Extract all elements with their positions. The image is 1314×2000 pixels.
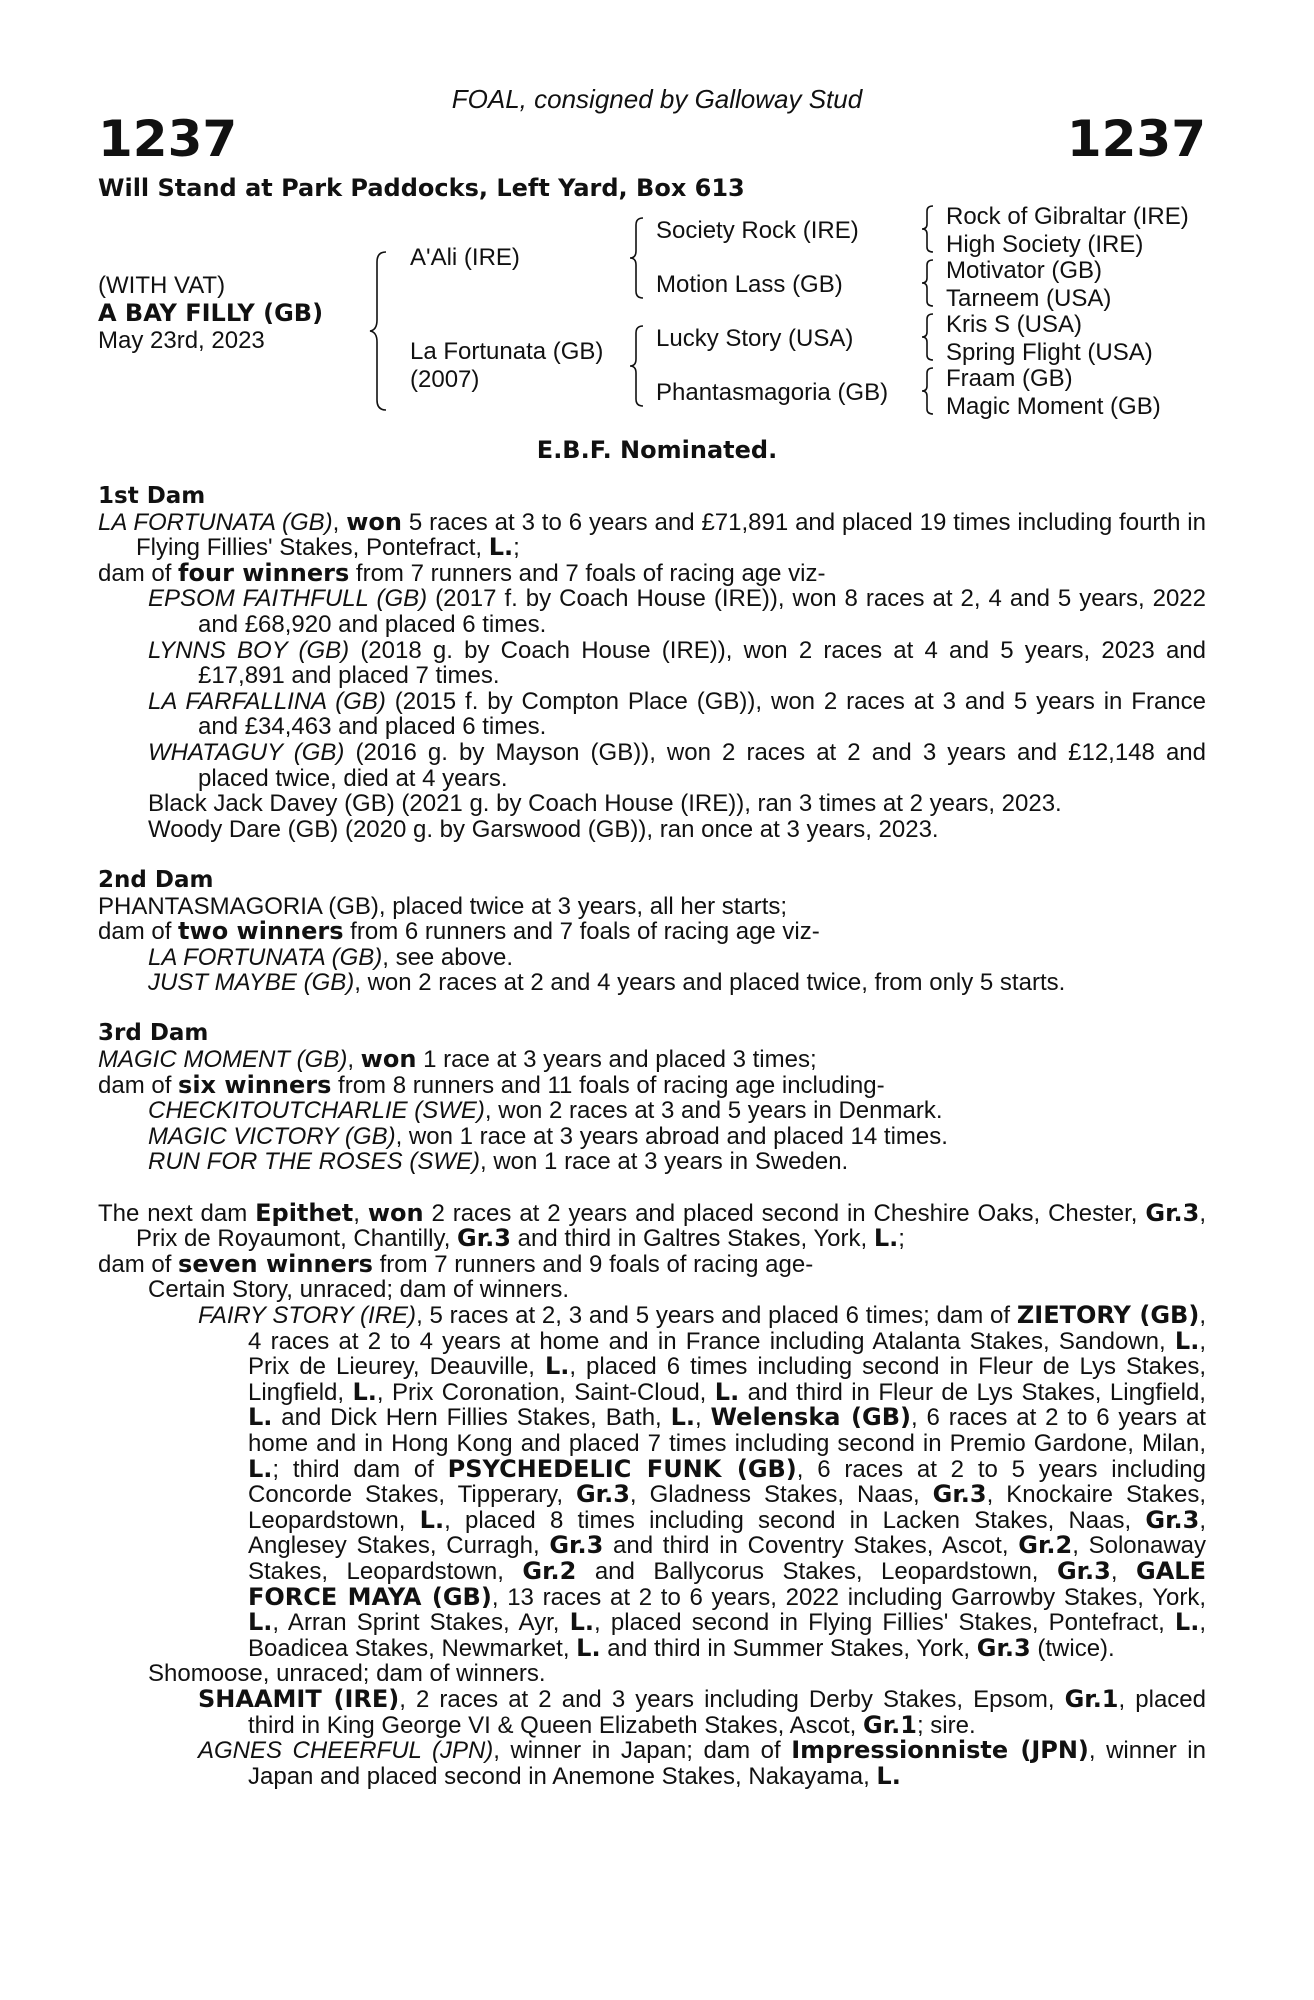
consignment-line: FOAL, consigned by Galloway Stud bbox=[451, 84, 863, 114]
shomoose-produce bbox=[98, 1684, 1206, 1790]
brace-g4 bbox=[920, 366, 936, 416]
grandparent-4: Tarneem (USA) bbox=[946, 285, 1112, 312]
agnes-cheerful-entry: AGNES CHEERFUL (JPN), winner in Japan; dam of Impressionniste (JPN), winner in Japan and placed second in Anemone Stakes, Nakayama, L. bbox=[198, 1736, 1206, 1790]
grandparent-6: Spring Flight (USA) bbox=[946, 339, 1153, 366]
dam-sire: Lucky Story (USA) bbox=[656, 325, 854, 352]
grandparent-5: Kris S (USA) bbox=[946, 311, 1083, 338]
stand-location: Will Stand at Park Paddocks, Left Yard, Box 613 bbox=[98, 174, 745, 202]
dam-year: (2007) bbox=[410, 366, 480, 393]
second-dam-heading: 2nd Dam bbox=[98, 866, 214, 893]
grandparent-3: Motivator (GB) bbox=[946, 257, 1103, 284]
grandparent-8: Magic Moment (GB) bbox=[946, 393, 1161, 420]
first-dam-line: LA FORTUNATA (GB), won 5 races at 3 to 6 years and £71,891 and placed 19 times including fourth in Flying Fillies' Stakes, Pontefract, L.; bbox=[98, 507, 1206, 562]
produce-item: MAGIC VICTORY (GB), won 1 race at 3 years abroad and placed 14 times. bbox=[148, 1122, 948, 1150]
produce-item: Woody Dare (GB) (2020 g. by Garswood (GB)), ran once at 3 years, 2023. bbox=[148, 815, 939, 843]
dam-name: La Fortunata (GB) bbox=[410, 338, 604, 365]
second-dam-produce-summary: dam of two winners from 6 runners and 7 foals of racing age viz- bbox=[98, 917, 820, 946]
produce-item: Black Jack Davey (GB) (2021 g. by Coach House (IRE)), ran 3 times at 2 years, 2023. bbox=[148, 790, 1062, 818]
brace-dam bbox=[628, 324, 646, 408]
sire-name: A'Ali (IRE) bbox=[410, 244, 520, 271]
subject-name: A BAY FILLY (GB) bbox=[98, 299, 324, 327]
next-dam-produce-summary: dam of seven winners from 7 runners and 9 foals of racing age- bbox=[98, 1249, 814, 1278]
third-dam-line: MAGIC MOMENT (GB), won 1 race at 3 years and placed 3 times; bbox=[98, 1045, 817, 1074]
sire-dam: Motion Lass (GB) bbox=[656, 271, 843, 298]
first-dam-heading: 1st Dam bbox=[98, 483, 206, 509]
catalogue-body bbox=[98, 484, 1206, 1789]
produce-item: EPSOM FAITHFULL (GB) (2017 f. by Coach House (IRE)), won 8 races at 2, 4 and 5 years, 2022 and £68,920 and placed 6 times. bbox=[148, 585, 1206, 638]
grandparent-7: Fraam (GB) bbox=[946, 365, 1073, 392]
dam-name: LA FORTUNATA (GB) bbox=[98, 508, 333, 536]
dam-dam: Phantasmagoria (GB) bbox=[656, 379, 889, 406]
vat-note: (WITH VAT) bbox=[98, 272, 226, 299]
brace-subject bbox=[368, 250, 390, 412]
produce-item: CHECKITOUTCHARLIE (SWE), won 2 races at 3 and 5 years in Denmark. bbox=[148, 1097, 943, 1125]
grandparent-2: High Society (IRE) bbox=[946, 231, 1144, 258]
produce-item: WHATAGUY (GB) (2016 g. by Mayson (GB)), won 2 races at 2 and 3 years and £12,148 and placed twice, died at 4 years. bbox=[148, 738, 1206, 792]
shaamit-entry: SHAAMIT (IRE), 2 races at 2 and 3 years including Derby Stakes, Epsom, Gr.1, placed third in King George VI & Queen Elizabeth Stakes, Ascot, Gr.1; sire. bbox=[198, 1684, 1206, 1739]
foaling-date: May 23rd, 2023 bbox=[98, 327, 265, 354]
ebf-nominated: E.B.F. Nominated. bbox=[536, 436, 778, 464]
second-dam-line: PHANTASMAGORIA (GB), placed twice at 3 years, all her starts; bbox=[98, 892, 788, 920]
third-dam-produce bbox=[98, 1098, 1206, 1175]
produce-item: Certain Story, unraced; dam of winners. bbox=[148, 1276, 570, 1304]
lot-number-left: 1237 bbox=[98, 110, 238, 168]
produce-item: LYNNS BOY (GB) (2018 g. by Coach House (IRE)), won 2 races at 4 and 5 years, 2023 and £17,891 and placed 7 times. bbox=[148, 636, 1206, 690]
lot-number-right: 1237 bbox=[1066, 110, 1206, 168]
second-dam-produce bbox=[98, 945, 1206, 996]
first-dam-produce bbox=[98, 586, 1206, 842]
brace-g1 bbox=[920, 204, 936, 254]
brace-g2 bbox=[920, 258, 936, 308]
next-dam-produce-2 bbox=[98, 1661, 1206, 1687]
grandparent-1: Rock of Gibraltar (IRE) bbox=[946, 203, 1189, 230]
first-dam-produce-summary: dam of four winners from 7 runners and 7 foals of racing age viz- bbox=[98, 558, 826, 587]
third-dam-produce-summary: dam of six winners from 8 runners and 11 foals of racing age including- bbox=[98, 1070, 885, 1099]
certain-story-produce bbox=[98, 1303, 1206, 1661]
produce-item: Shomoose, unraced; dam of winners. bbox=[148, 1660, 546, 1688]
brace-g3 bbox=[920, 312, 936, 362]
third-dam-heading: 3rd Dam bbox=[98, 1020, 209, 1047]
produce-item: JUST MAYBE (GB), won 2 races at 2 and 4 years and placed twice, from only 5 starts. bbox=[148, 969, 1066, 997]
sire-sire: Society Rock (IRE) bbox=[656, 217, 859, 244]
produce-item: RUN FOR THE ROSES (SWE), won 1 race at 3 years in Sweden. bbox=[148, 1148, 849, 1176]
brace-sire bbox=[628, 216, 646, 300]
next-dam-produce bbox=[98, 1277, 1206, 1303]
fairy-story-entry: FAIRY STORY (IRE), 5 races at 2, 3 and 5 years and placed 6 times; dam of ZIETORY (GB), 4 races at 2 to 4 years at home and in France including Atalanta Stakes, Sandown, L., Prix de Lieurey, Deauville, L., placed 6 times including second in Fleur de Lys Stakes, Lingfield, L., Prix Coronation, Saint-Cloud, L. and third in Fleur de Lys Stakes, Lingfield, L. and Dick Hern Fillies Stakes, Bath, L., Welenska (GB), 6 races at 2 to 6 years at home and in Hong Kong and placed 7 times including second in Premio Gardone, Milan, L.; third dam of PSYCHEDELIC FUNK (GB), 6 races at 2 to 5 years including Concorde Stakes, Tipperary, Gr.3, Gladness Stakes, Naas, Gr.3, Knockaire Stakes, Leopardstown, L., placed 8 times including second in Lacken Stakes, Naas, Gr.3, Anglesey Stakes, Curragh, Gr.3 and third in Coventry Stakes, Ascot, Gr.2, Solonaway Stakes, Leopardstown, Gr.2 and Ballycorus Stakes, Leopardstown, Gr.3, GALE FORCE MAYA (GB), 13 races at 2 to 6 years, 2022 including Garrowby Stakes, York, L., Arran Sprint Stakes, Ayr, L., placed second in Flying Fillies' Stakes, Pontefract, L., Boadicea Stakes, Newmarket, L. and third in Summer Stakes, York, Gr.3 (twice). bbox=[198, 1301, 1207, 1662]
next-dam-line: The next dam Epithet, won 2 races at 2 years and placed second in Cheshire Oaks, Chester, Gr.3, Prix de Royaumont, Chantilly, Gr.3 and third in Galtres Stakes, York, L.; bbox=[98, 1198, 1206, 1253]
produce-item: LA FARFALLINA (GB) (2015 f. by Compton Place (GB)), won 2 races at 3 and 5 years in France and £34,463 and placed 6 times. bbox=[148, 687, 1206, 741]
produce-item: LA FORTUNATA (GB), see above. bbox=[148, 943, 513, 971]
